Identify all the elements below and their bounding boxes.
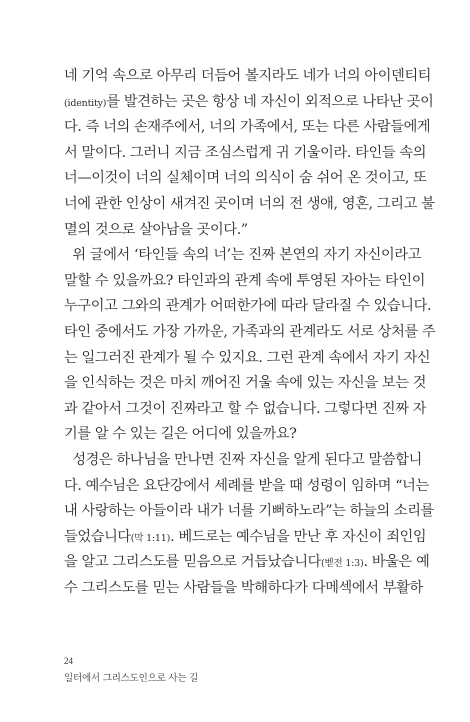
text-run: 다. 즉 너의 손재주에서, 너의 가족에서, 또는 다른 사람들에게 bbox=[64, 119, 431, 136]
inline-annotation: (막 1:11) bbox=[130, 532, 171, 544]
text-line bbox=[64, 371, 427, 397]
text-run: 를 발견하는 곳은 항상 네 자신이 외적으로 나타난 곳이 bbox=[106, 93, 434, 110]
text-line bbox=[64, 320, 436, 346]
text-run: . 베드로는 예수님을 만난 후 자신이 죄인임 bbox=[170, 528, 427, 545]
text-run: 멸의 것으로 살아남을 곳이다.” bbox=[64, 221, 248, 238]
text-line bbox=[64, 525, 427, 551]
text-run: 는 일그러진 관계가 될 수 있지요. 그런 관계 속에서 자기 자신 bbox=[64, 349, 431, 366]
text-line bbox=[64, 166, 427, 192]
text-run: 을 알고 그리스도를 믿음으로 거듭났습니다 bbox=[64, 554, 322, 571]
inline-annotation: (identity) bbox=[64, 97, 107, 109]
text-run: 너에 관한 인상이 새겨진 곳이며 너의 전 생애, 영혼, 그리고 불 bbox=[64, 195, 435, 212]
text-run: 네 기억 속으로 아무리 더듬어 볼지라도 네가 너의 아이덴티티 bbox=[64, 68, 432, 84]
text-run: 서 말이다. 그러니 지금 조심스럽게 귀 기울이라. 타인들 속의 bbox=[64, 144, 427, 161]
text-line bbox=[64, 90, 434, 116]
text-line bbox=[64, 192, 435, 218]
text-run: . 바울은 예 bbox=[363, 554, 430, 571]
text-run: 너—이것이 너의 실체이며 너의 의식이 숨 쉬어 온 것이고, 또 bbox=[64, 170, 427, 187]
text-line bbox=[64, 576, 422, 602]
text-run: 을 인식하는 것은 마치 깨어진 거울 속에 있는 자신을 보는 것 bbox=[64, 375, 427, 392]
inline-annotation: (벧전 1:3) bbox=[321, 558, 364, 570]
page-number: 24 bbox=[64, 656, 73, 666]
text-line bbox=[64, 218, 422, 244]
text-run: 위 글에서 ‘타인들 속의 너’는 진짜 본연의 자기 자신이라고 bbox=[64, 247, 422, 264]
text-run: 타인 중에서도 가장 가까운, 가족과의 관계라도 서로 상처를 주 bbox=[64, 323, 436, 340]
text-line bbox=[64, 64, 432, 90]
text-line bbox=[64, 397, 427, 423]
text-run: 다. 예수님은 요단강에서 세례를 받을 때 성령이 임하며 “너는 bbox=[64, 477, 429, 494]
text-run: 과 같아서 그것이 진짜라고 할 수 없습니다. 그렇다면 진짜 자 bbox=[64, 400, 427, 417]
text-run: 말할 수 있을까요? 타인과의 관계 속에 투영된 자아는 타인이 bbox=[64, 272, 426, 289]
text-line bbox=[64, 474, 429, 500]
text-run: 성경은 하나님을 만나면 진짜 자신을 알게 된다고 말씀합니 bbox=[64, 451, 422, 468]
text-run: 들었습니다 bbox=[64, 528, 131, 545]
text-line bbox=[64, 269, 426, 295]
text-line bbox=[64, 422, 422, 448]
text-line bbox=[64, 346, 431, 372]
text-line bbox=[64, 550, 430, 576]
running-footer-title: 일터에서 그리스도인으로 사는 길 bbox=[64, 673, 199, 684]
text-run: 내 사랑하는 아들이라 내가 너를 기뻐하노라”는 하늘의 소리를 bbox=[64, 503, 434, 520]
text-run: 기를 알 수 있는 길은 어디에 있을까요? bbox=[64, 426, 297, 443]
text-line bbox=[64, 294, 432, 320]
text-line bbox=[64, 243, 422, 269]
text-run: 누구이고 그와의 관계가 어떠한가에 따라 달라질 수 있습니다. bbox=[64, 298, 432, 315]
text-line bbox=[64, 448, 422, 474]
text-line bbox=[64, 499, 434, 525]
text-run: 수 그리스도를 믿는 사람들을 박해하다가 다메섹에서 부활하 bbox=[64, 579, 423, 596]
body-text bbox=[64, 64, 436, 601]
text-line bbox=[64, 115, 431, 141]
text-line bbox=[64, 141, 427, 167]
